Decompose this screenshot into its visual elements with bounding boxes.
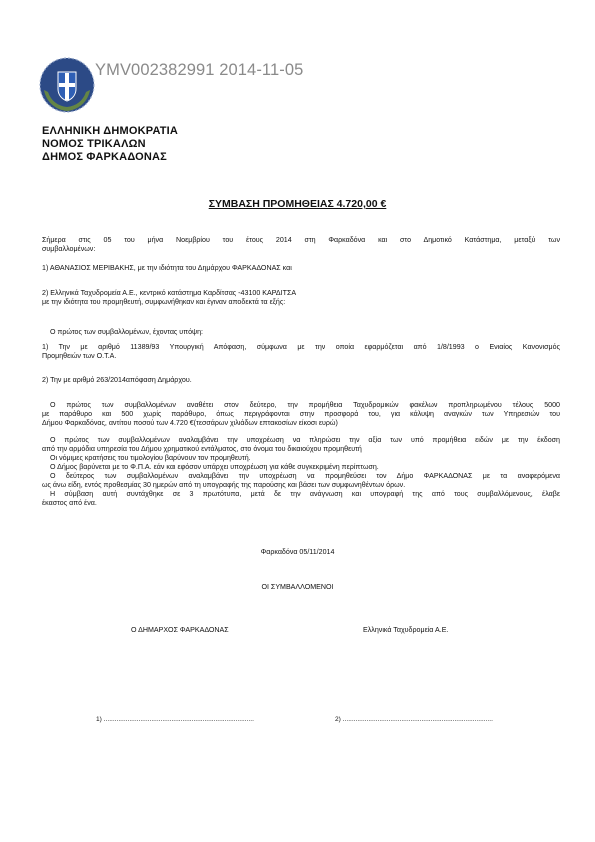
intro-line-1: Σήμερα στις 05 του μήνα Νοεμβρίου του έτους 2014 στη Φαρκαδόνα και στο Δημοτικό Κατάστημα, μεταξύ των	[42, 236, 560, 244]
first-party-intro: Ο πρώτος των συμβαλλομένων, έχοντας υπόψη:	[50, 328, 204, 336]
parties-heading: ΟΙ ΣΥΜΒΑΛΛΟΜΕΝΟΙ	[261, 583, 334, 591]
obligation-5-line-2: έκαστος από ένα.	[42, 499, 97, 507]
org-line-municipality: ΔΗΜΟΣ ΦΑΡΚΑΔΟΝΑΣ	[42, 151, 167, 163]
signature-line-1: 1) ..................................................................................	[96, 716, 254, 723]
assignment-line-2: με παράθυρο και 500 χωρίς παράθυρο, όπως περιγράφονται στην προσφορά του, για κάλυψη αναγκών των Υπηρεσιών του	[42, 410, 560, 418]
assignment-line-3: Δήμου Φαρκαδόνας, αντίτου ποσού των 4.720 €(τεσσάρων χιλιάδων επτακοσίων είκοσι ευρώ)	[42, 419, 338, 427]
reference-1-line-1: 1) Την με αριθμό 11389/93 Υπουργική Απόφαση, σύμφωνα με την οποία εφαρμόζεται από 1/8/1993 ο Ενιαίος Κανονισμός	[42, 343, 560, 351]
party-2-line-1: 2) Ελληνικά Ταχυδρομεία Α.Ε., κεντρικό κατάστημα Καρδίτσας -43100 ΚΑΡΔΙΤΣΑ	[42, 289, 297, 297]
obligation-2: Οι νόμιμες κρατήσεις του τιμολογίου βαρύνουν τον προμηθευτή.	[50, 454, 251, 462]
obligation-4-line-1: Ο δεύτερος των συμβαλλομένων αναλαμβάνει την υποχρέωση να προμηθεύσει τον Δήμο ΦΑΡΚΑΔΟΝΑΣ με τα αναφερόμενα	[50, 472, 560, 480]
org-line-prefecture: ΝΟΜΟΣ ΤΡΙΚΑΛΩΝ	[42, 138, 146, 150]
document-id: ΥΜV002382991 2014-11-05	[95, 61, 304, 79]
reference-2: 2) Την με αριθμό 263/2014απόφαση Δημάρχου.	[42, 376, 192, 384]
assignment-line-1: Ο πρώτος των συμβαλλομένων αναθέτει στον δεύτερο, την προμήθεια Ταχυδρομικών φακέλων προπληρωμένου τέλους 5000	[50, 401, 560, 409]
obligation-4-line-2: ως άνω είδη, εντός προθεσμίας 30 ημερών από τη υπογραφής της παρούσης και βάσει των συμφωνηθέντων όρων.	[42, 481, 406, 489]
party-2-line-2: με την ιδιότητα του προμηθευτή, συμφωνήθηκαν και έγιναν αποδεκτά τα εξής:	[42, 298, 286, 306]
org-line-republic: ΕΛΛΗΝΙΚΗ ΔΗΜΟΚΡΑΤΙΑ	[42, 125, 179, 137]
signer-left: Ο ΔΗΜΑΡΧΟΣ ΦΑΡΚΑΔΟΝΑΣ	[131, 626, 229, 634]
signature-line-2: 2) ..................................................................................	[335, 716, 493, 723]
party-1: 1) ΑΘΑΝΑΣΙΟΣ ΜΕΡΙΒΑΚΗΣ, με την ιδιότητα του Δημάρχου ΦΑΡΚΑΔΟΝΑΣ και	[42, 264, 292, 272]
signer-right: Ελληνικά Ταχυδρομεία Α.Ε.	[363, 626, 449, 634]
obligation-1-line-1: Ο πρώτος των συμβαλλομένων αναλαμβάνει την υποχρέωση να πληρώσει την αξία των υπό προμήθεια ειδών με την έκδοση	[50, 436, 560, 444]
obligation-3: Ο Δήμος βαρύνεται με το Φ.Π.Α. εάν και εφόσον υπάρχει υποχρέωση για κάθε συγκεκριμένη περίπτωση.	[50, 463, 379, 471]
place-date: Φαρκαδόνα 05/11/2014	[260, 548, 335, 556]
obligation-5-line-1: Η σύμβαση αυτή συντάχθηκε σε 3 πρωτότυπα, μετά δε την ανάγνωση και υπογραφή της από τους συμβαλλόμενους, έλαβε	[50, 490, 560, 498]
document-title: ΣΥΜΒΑΣΗ ΠΡΟΜΗΘΕΙΑΣ 4.720,00 €	[208, 198, 387, 210]
greek-coat-of-arms-icon	[38, 56, 96, 114]
obligation-1-line-2: από την αρμόδια υπηρεσία του Δήμου χρηματικού εντάλματος, στο όνομα του δικαιούχου προμηθευτή	[42, 445, 362, 453]
intro-line-2: συμβαλλομένων:	[42, 245, 96, 253]
reference-1-line-2: Προμηθειών των Ο.Τ.Α.	[42, 352, 117, 360]
